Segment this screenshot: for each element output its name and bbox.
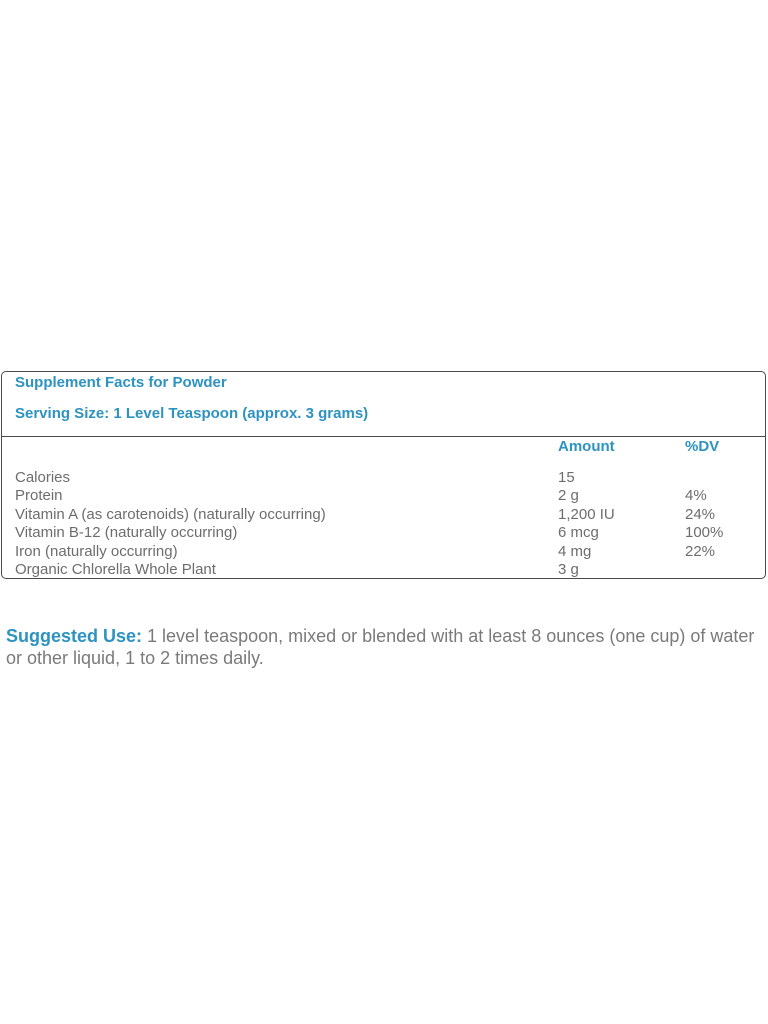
nutrient-row-calories bbox=[2, 469, 765, 487]
dv-column-header: %DV bbox=[685, 438, 720, 455]
nutrient-row-iron bbox=[2, 543, 765, 561]
nutrient-amount: 6 mcg bbox=[558, 524, 599, 542]
nutrient-name: Calories bbox=[15, 469, 71, 486]
nutrient-name: Vitamin B-12 (naturally occurring) bbox=[15, 524, 238, 542]
nutrient-row-chlorella bbox=[2, 561, 765, 579]
nutrient-row-vitamin-b12 bbox=[2, 524, 765, 542]
facts-header bbox=[2, 372, 765, 437]
nutrient-name: Iron (naturally occurring) bbox=[15, 542, 178, 560]
nutrient-amount: 2 g bbox=[558, 487, 579, 505]
nutrient-name: Organic Chlorella Whole Plant bbox=[15, 560, 216, 578]
nutrient-dv: 4% bbox=[685, 487, 707, 505]
nutrient-amount: 15 bbox=[558, 469, 575, 486]
suggested-use-label: Suggested Use: bbox=[6, 626, 143, 646]
nutrient-amount: 4 mg bbox=[558, 542, 592, 560]
nutrient-list bbox=[2, 469, 765, 579]
nutrient-dv: 22% bbox=[685, 542, 716, 560]
nutrient-amount: 3 g bbox=[558, 560, 579, 578]
nutrient-row-vitamin-a bbox=[2, 506, 765, 524]
nutrient-dv: 100% bbox=[685, 524, 724, 542]
nutrient-amount: 1,200 IU bbox=[558, 505, 615, 523]
nutrient-dv: 24% bbox=[685, 505, 716, 523]
supplement-facts-panel bbox=[1, 371, 766, 579]
facts-title: Supplement Facts for Powder bbox=[15, 374, 227, 391]
serving-size: Serving Size: 1 Level Teaspoon (approx. 3 grams) bbox=[15, 405, 369, 422]
suggested-use-text: 1 level teaspoon, mixed or blended with at least 8 ounces (one cup) of water or other liquid, 1 to 2 times daily. bbox=[6, 626, 755, 668]
suggested-use bbox=[6, 625, 761, 669]
nutrient-name: Vitamin A (as carotenoids) (naturally occurring) bbox=[15, 505, 326, 523]
nutrient-row-protein bbox=[2, 487, 765, 505]
amount-column-header: Amount bbox=[558, 438, 615, 455]
nutrient-name: Protein bbox=[15, 487, 63, 505]
